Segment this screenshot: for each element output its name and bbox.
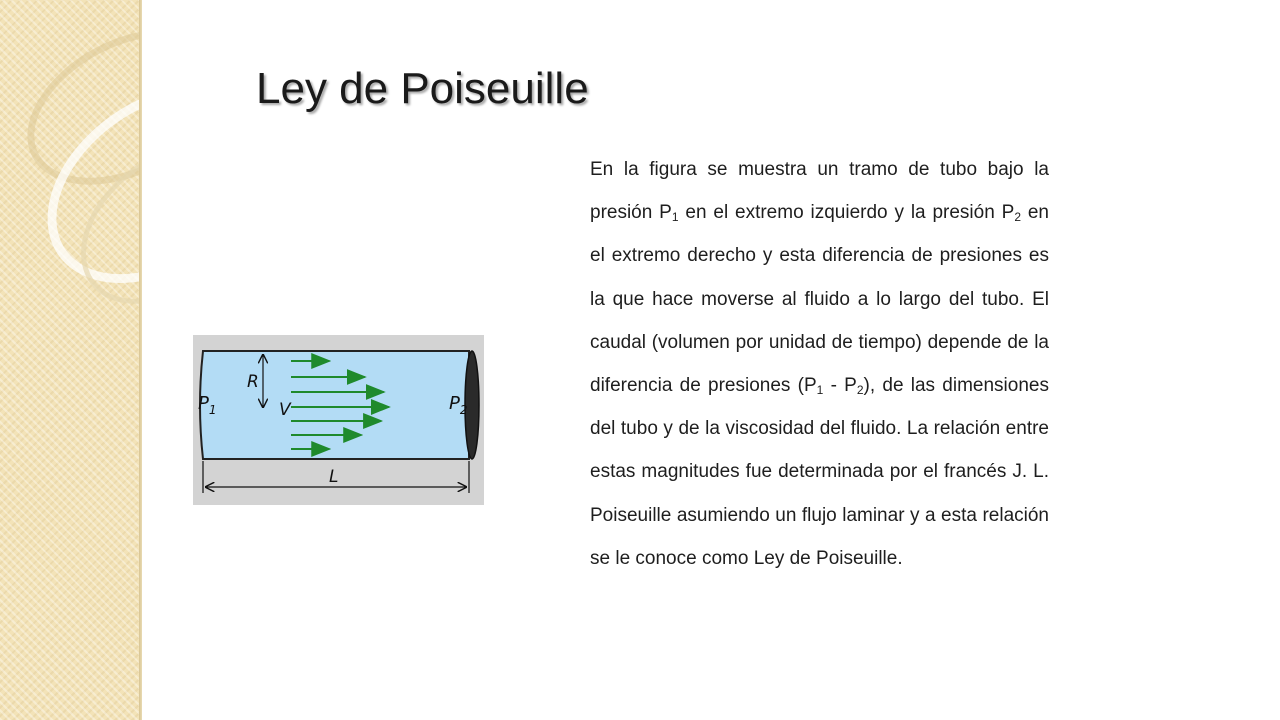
paragraph-text: - P — [823, 375, 857, 397]
body-paragraph — [590, 148, 1049, 580]
slide-title: Ley de Poiseuille — [256, 64, 589, 113]
paragraph-text: En la figura se muestra un tramo de tubo bajo la presión P — [590, 159, 1049, 224]
label-radius: R — [247, 372, 259, 392]
paragraph-text: en el extremo derecho y esta diferencia de presiones es la que hace moverse al fluido a lo largo del tubo. El caudal (volumen por unidad de tiempo) depende de la diferencia de presiones (P — [590, 202, 1049, 397]
paragraph-subscript: 1 — [816, 383, 824, 398]
paragraph-subscript: 1 — [671, 210, 679, 225]
decorative-side-panel — [0, 0, 142, 720]
label-velocity: V — [279, 400, 291, 420]
label-p2: $P_2$ — [449, 393, 468, 417]
pipe-flow-diagram — [193, 335, 484, 505]
label-length: L — [329, 467, 339, 487]
tube-body — [200, 351, 469, 459]
label-p1: $P_1$ — [198, 393, 217, 417]
paragraph-text: ), de las dimensiones del tubo y de la viscosidad del fluido. La relación entre estas magnitudes fue determinada por el francés J. L. Poiseuille asumiendo un flujo laminar y a esta relación se le conoce como Ley de Poiseuille. — [590, 375, 1049, 569]
paragraph-subscript: 2 — [1014, 210, 1021, 225]
paragraph-subscript: 2 — [856, 383, 864, 398]
paragraph-text: en el extremo izquierdo y la presión P — [678, 202, 1015, 224]
pipe-flow-figure — [193, 335, 484, 505]
